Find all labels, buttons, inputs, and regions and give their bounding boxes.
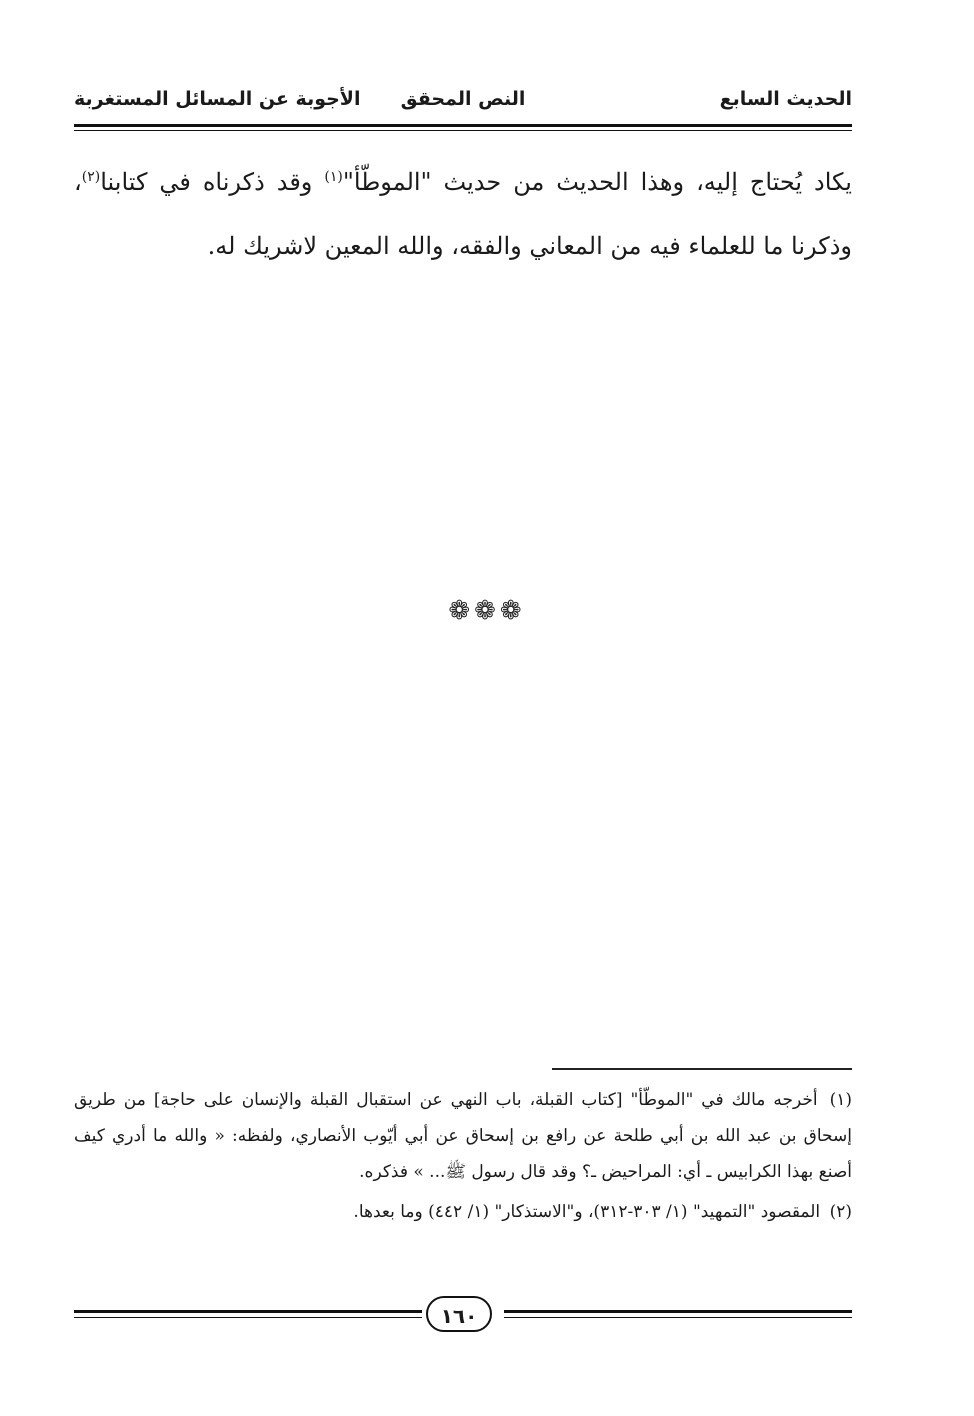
main-text: [74, 150, 852, 278]
footnote-number: (٢): [829, 1202, 852, 1222]
main-paragraph: [74, 150, 852, 278]
footnote-1: [74, 1082, 852, 1190]
footnote-2: [74, 1194, 852, 1230]
book-title: الأجوبة عن المسائل المستغربة: [74, 88, 361, 110]
footer-rule-left-thin: [74, 1317, 422, 1318]
section-title: النص المحقق: [400, 88, 526, 110]
chapter-title: الحديث السابع: [719, 88, 852, 110]
footer-rule-right: [504, 1310, 852, 1313]
footnote-text: المقصود "التمهيد" (١/ ٣٠٣-٣١٢)، و"الاستذكار" (١/ ٤٤٢) وما بعدها.: [353, 1202, 821, 1222]
header-rule-thin: [74, 130, 852, 131]
footnote-ref-2: (٢): [81, 169, 101, 185]
footnote-number: (١): [829, 1090, 853, 1110]
main-text-part2: وقد ذكرناه في كتابنا: [100, 168, 325, 196]
header-rule: [74, 124, 852, 127]
page-number: ١٦٠: [426, 1296, 492, 1332]
footnotes: [74, 1082, 852, 1234]
main-text-part1: يكاد يُحتاج إليه، وهذا الحديث من حديث "الموطّأ": [342, 168, 852, 196]
running-header: [74, 84, 852, 120]
section-ornament-icon: ❁❁❁: [448, 596, 526, 626]
footnote-text: أخرجه مالك في "الموطّأ" [كتاب القبلة، باب النهي عن استقبال القبلة والإنسان على حاجة] من طريق إسحاق بن عبد الله بن أبي طلحة عن رافع بن إسحاق عن أبي أيّوب الأنصاري، ولفظه: « والله ما أدري كيف أصنع بهذا الكرابيس ـ أي: المراحيض ـ؟ وقد قال رسول ﷺ... » فذكره.: [74, 1090, 852, 1182]
footer-rule-right-thin: [504, 1317, 852, 1318]
footnote-ref-1: (١): [324, 169, 343, 185]
main-text-part3: ، وذكرنا ما للعلماء فيه من المعاني والفقه، والله المعين لاشريك له.: [74, 168, 852, 260]
footnote-separator: [552, 1068, 852, 1070]
footer-rule-left: [74, 1310, 422, 1313]
